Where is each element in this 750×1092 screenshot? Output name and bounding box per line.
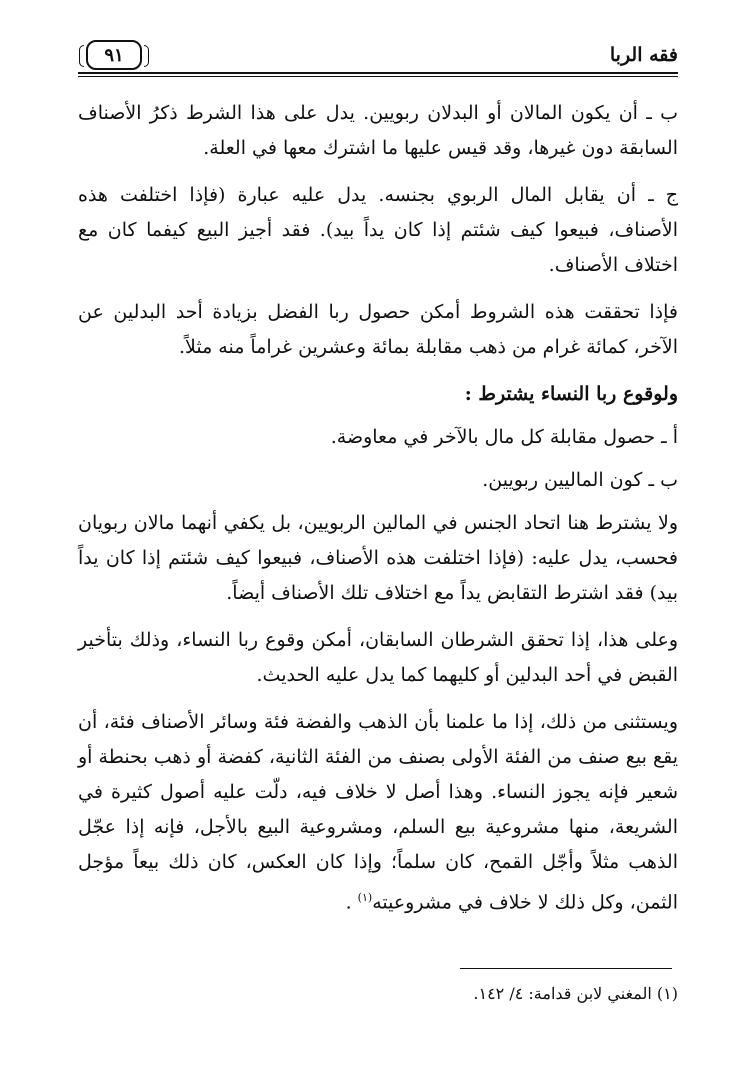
footnote: (١) المغني لابن قدامة: ٤/ ١٤٢. <box>473 984 678 1003</box>
paragraph: ولا يشترط هنا اتحاد الجنس في المالين الربويين، بل يكفي أنهما مالان ربويان فحسب، يدل عليه: (فإذا اختلفت هذه الأصناف، فبيعوا كيف شئتم إذا كان يداً بيد) فقد اشترط التقابض يداً مع اختلاف تلك الأصناف أيضاً. <box>78 512 678 604</box>
body-text <box>78 96 678 932</box>
footnote-marker: (١) <box>357 891 373 904</box>
paragraph: ج ـ أن يقابل المال الربوي بجنسه. يدل عليه عبارة (فإذا اختلفت هذه الأصناف، فبيعوا كيف شئتم إذا كان يداً بيد). فقد أجيز البيع كيفما كان مع اختلاف الأصناف. <box>78 184 678 276</box>
paragraph-text: ويستثنى من ذلك، إذا ما علمنا بأن الذهب والفضة فئة وسائر الأصناف فئة، أن يقع بيع صنف من الفئة الأولى بصنف من الفئة الثانية، كفضة أو ذهب بحنطة أو شعير فإنه يجوز النساء. وهذا أصل لا خلاف فيه، دلّت عليه أصول كثيرة في الشريعة، منها مشروعية بيع السلم، ومشروعية البيع بالأجل، فإنه إذا عجّل الذهب مثلاً وأجّل القمح، كان سلماً؛ وإذا كان العكس، كان ذلك بيعاً مؤجل الثمن، وكل ذلك لا خلاف في مشروعيته <box>78 711 678 914</box>
section-heading: ولوقوع ربا النساء يشترط : <box>464 383 678 405</box>
paragraph: فإذا تحققت هذه الشروط أمكن حصول ربا الفضل بزيادة أحد البدلين عن الآخر، كمائة غرام من ذهب مقابلة بمائة وعشرين غراماً منه مثلاً. <box>78 301 678 358</box>
page-number: ٩١ <box>86 40 142 70</box>
page-header <box>78 38 678 78</box>
running-title: فقه الربا <box>609 44 678 66</box>
list-item: أ ـ حصول مقابلة كل مال بالآخر في معاوضة. <box>330 426 678 448</box>
header-rule-thin <box>78 76 678 77</box>
final-period: . <box>345 891 352 914</box>
paragraph: وعلى هذا، إذا تحقق الشرطان السابقان، أمكن وقوع ربا النساء، وذلك بتأخير القبض في أحد البدلين أو كليهما كما يدل عليه الحديث. <box>78 629 678 686</box>
header-rule <box>78 72 678 74</box>
footnote-rule <box>460 968 672 969</box>
paragraph: ب ـ أن يكون المالان أو البدلان ربويين. يدل على هذا الشرط ذكرُ الأصناف السابقة دون غيرها، وقد قيس عليها ما اشترك معها في العلة. <box>78 102 678 159</box>
list-item: ب ـ كون الماليين ربويين. <box>482 469 678 491</box>
paragraph-last <box>78 705 678 920</box>
